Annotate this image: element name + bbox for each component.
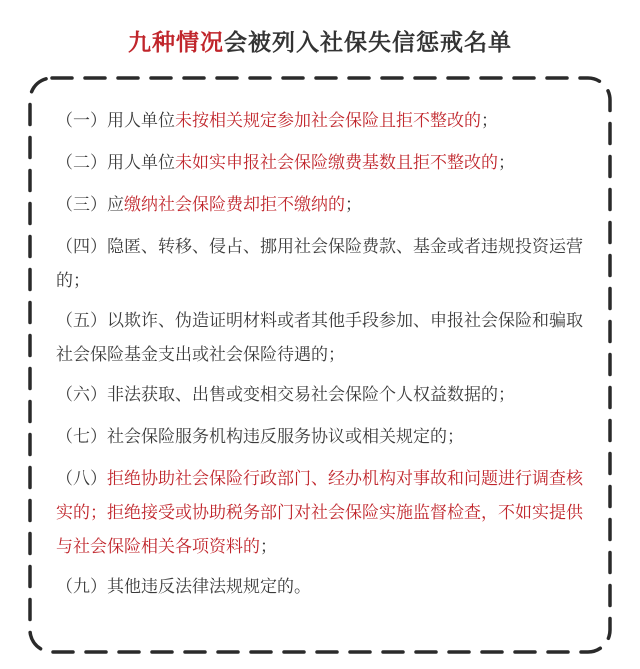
list-item-2: （二）用人单位未如实申报社会保险缴费基数且拒不整改的； [56, 153, 515, 173]
list-item-7: （七）社会保险服务机构违反服务协议或相关规定的； [56, 427, 464, 447]
title-rest: 会被列入社保失信惩戒名单 [224, 30, 512, 56]
list-item-3: （三）应缴纳社会保险费却拒不缴纳的； [56, 195, 362, 215]
list-item-1: （一）用人单位未按相关规定参加社会保险且拒不整改的； [56, 111, 498, 131]
rules-list [56, 104, 594, 612]
list-item-6: （六）非法获取、出售或变相交易社会保险个人权益数据的； [56, 385, 515, 405]
list-item-4: （四）隐匿、转移、侵占、挪用社会保险费款、基金或者违规投资运营的； [56, 237, 583, 291]
list-item-5: （五）以欺诈、伪造证明材料或者其他手段参加、申报社会保险和骗取社会保险基金支出或社会保险待遇的； [56, 311, 583, 365]
list-item-9: （九）其他违反法律法规规定的。 [56, 577, 311, 597]
list-item-8: （八）拒绝协助社会保险行政部门、经办机构对事故和问题进行调查核实的；拒绝接受或协助税务部门对社会保险实施监督检查，不如实提供与社会保险相关各项资料的； [56, 469, 583, 557]
title-highlight: 九种情况 [128, 30, 224, 56]
